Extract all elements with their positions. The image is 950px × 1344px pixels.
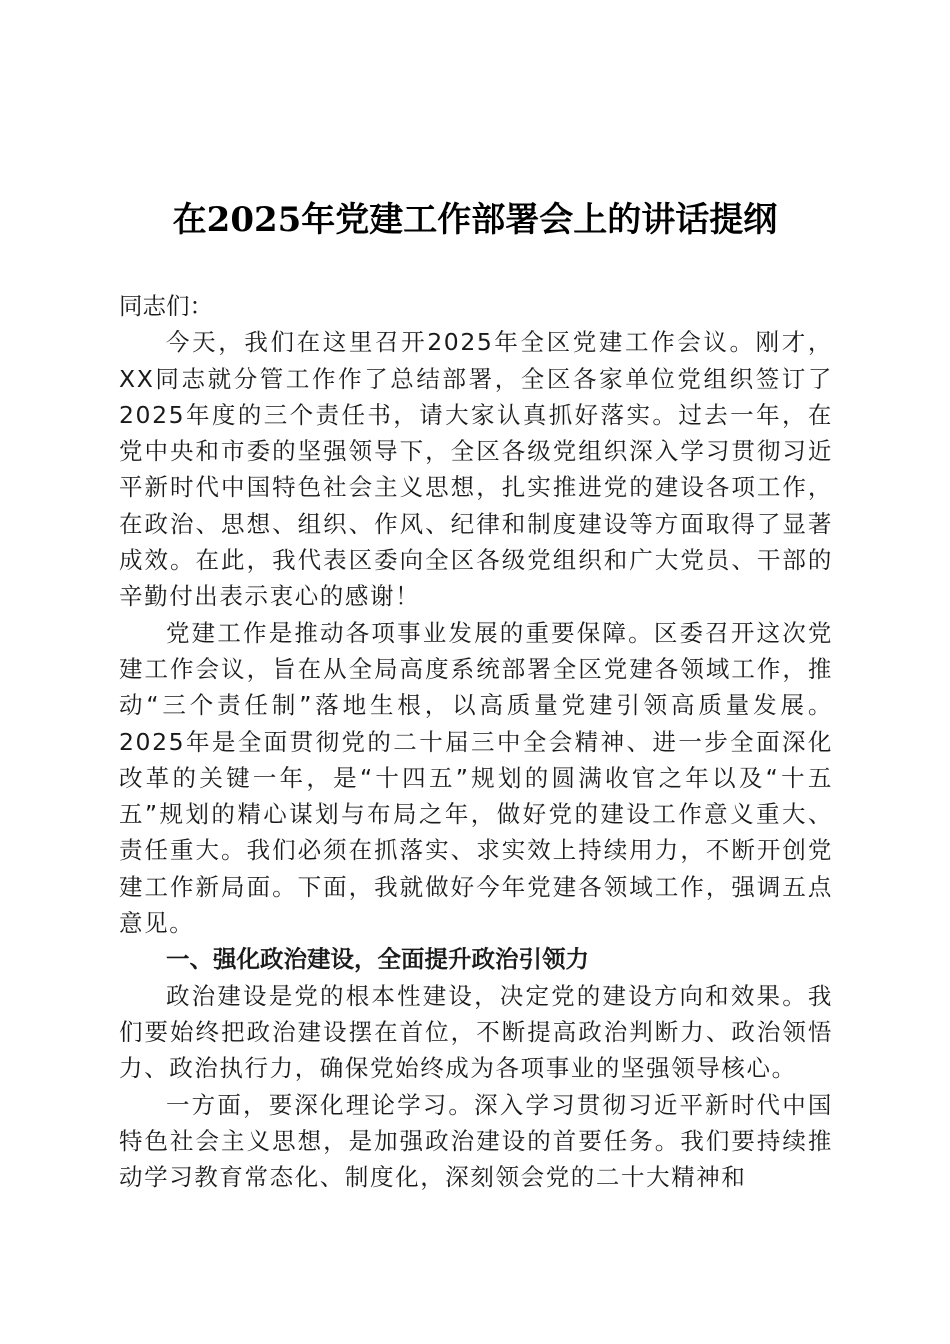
section-heading: 一、强化政治建设，全面提升政治引领力 [166,945,589,974]
paragraph-section-intro: 政治建设是党的根本性建设，决定党的建设方向和效果。我们要始终把政治建设摆在首位，不断提高政治判断力、政治领悟力、政治执行力，确保党始终成为各项事业的坚强领导核心。 [119,981,833,1083]
document-body [119,288,833,1195]
salutation: 同志们： [119,292,213,320]
document-title: 在2025年党建工作部署会上的讲话提纲 [172,200,778,240]
paragraph-significance: 党建工作是推动各项事业发展的重要保障。区委召开这次党建工作会议，旨在从全局高度系统部署全区党建各领域工作，推动“三个责任制”落地生根，以高质量党建引领高质量发展。2025年是全面贯彻党的二十届三中全会精神、进一步全面深化改革的关键一年，是“十四五”规划的圆满收官之年以及“十五五”规划的精心谋划与布局之年，做好党的建设工作意义重大、责任重大。我们必须在抓落实、求实效上持续用力，不断开创党建工作新局面。下面，我就做好今年党建各领域工作，强调五点意见。 [119,618,833,938]
paragraph-theory-study: 一方面，要深化理论学习。深入学习贯彻习近平新时代中国特色社会主义思想，是加强政治建设的首要任务。我们要持续推动学习教育常态化、制度化，深刻领会党的二十大精神和 [119,1090,833,1192]
paragraph-opening: 今天，我们在这里召开2025年全区党建工作会议。刚才，XX同志就分管工作作了总结部署，全区各家单位党组织签订了2025年度的三个责任书，请大家认真抓好落实。过去一年，在党中央和市委的坚强领导下，全区各级党组织深入学习贯彻习近平新时代中国特色社会主义思想，扎实推进党的建设各项工作，在政治、思想、组织、作风、纪律和制度建设等方面取得了显著成效。在此，我代表区委向全区各级党组织和广大党员、干部的辛勤付出表示衷心的感谢！ [119,328,833,611]
